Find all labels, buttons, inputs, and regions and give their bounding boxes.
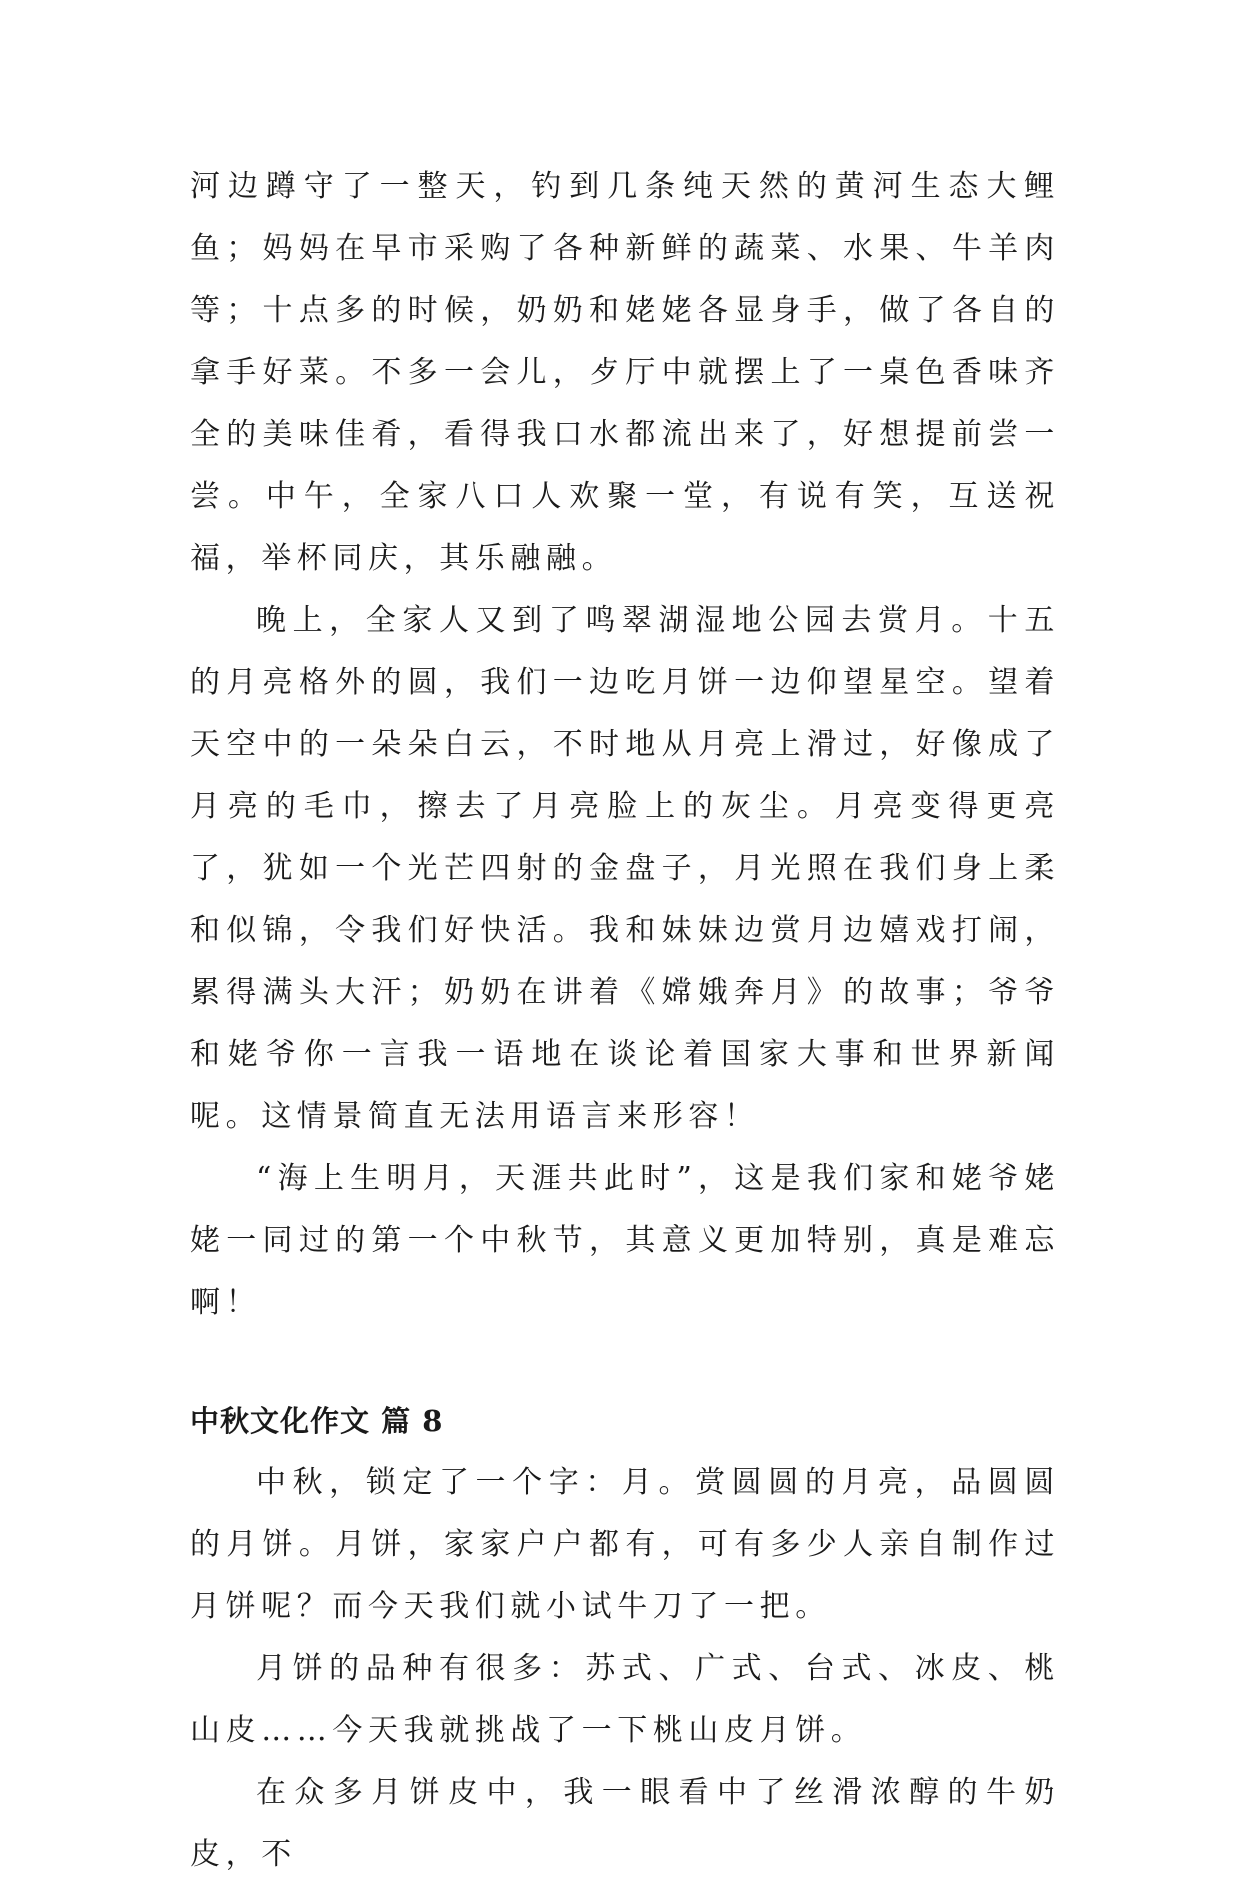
- paragraph-poem-quote: “海上生明月，天涯共此时”，这是我们家和姥爷姥姥一同过的第一个中秋节，其意义更加特别，真是难忘啊！: [190, 1161, 1060, 1320]
- section-heading: 中秋文化作文 篇 8: [190, 1404, 444, 1438]
- paragraph-intro: 中秋，锁定了一个字：月。赏圆圆的月亮，品圆圆的月饼。月饼，家家户户都有，可有多少人亲自制作过月饼呢？而今天我们就小试牛刀了一把。: [190, 1465, 1060, 1624]
- paragraph-milk-crust: 在众多月饼皮中，我一眼看中了丝滑浓醇的牛奶皮，不: [190, 1775, 1060, 1872]
- paragraph-mooncake-types: 月饼的品种有很多：苏式、广式、台式、冰皮、桃山皮……今天我就挑战了一下桃山皮月饼。: [190, 1651, 1060, 1748]
- paragraph-continuation: 河边蹲守了一整天，钓到几条纯天然的黄河生态大鲤鱼；妈妈在早市采购了各种新鲜的蔬菜、水果、牛羊肉等；十点多的时候，奶奶和姥姥各显身手，做了各自的拿手好菜。不多一会儿，歺厅中就摆上了一桌色香味齐全的美味佳肴，看得我口水都流出来了，好想提前尝一尝。中午，全家八口人欢聚一堂，有说有笑，互送祝福，举杯同庆，其乐融融。: [190, 169, 1060, 576]
- document-page: [190, 156, 1060, 1886]
- paragraph-moon-viewing: 晚上，全家人又到了鸣翠湖湿地公园去赏月。十五的月亮格外的圆，我们一边吃月饼一边仰望星空。望着天空中的一朵朵白云，不时地从月亮上滑过，好像成了月亮的毛巾，擦去了月亮脸上的灰尘。月亮变得更亮了，犹如一个光芒四射的金盘子，月光照在我们身上柔和似锦，令我们好快活。我和妹妹边赏月边嬉戏打闹，累得满头大汗；奶奶在讲着《嫦娥奔月》的故事；爷爷和姥爷你一言我一语地在谈论着国家大事和世界新闻呢。这情景简直无法用语言来形容！: [190, 603, 1060, 1134]
